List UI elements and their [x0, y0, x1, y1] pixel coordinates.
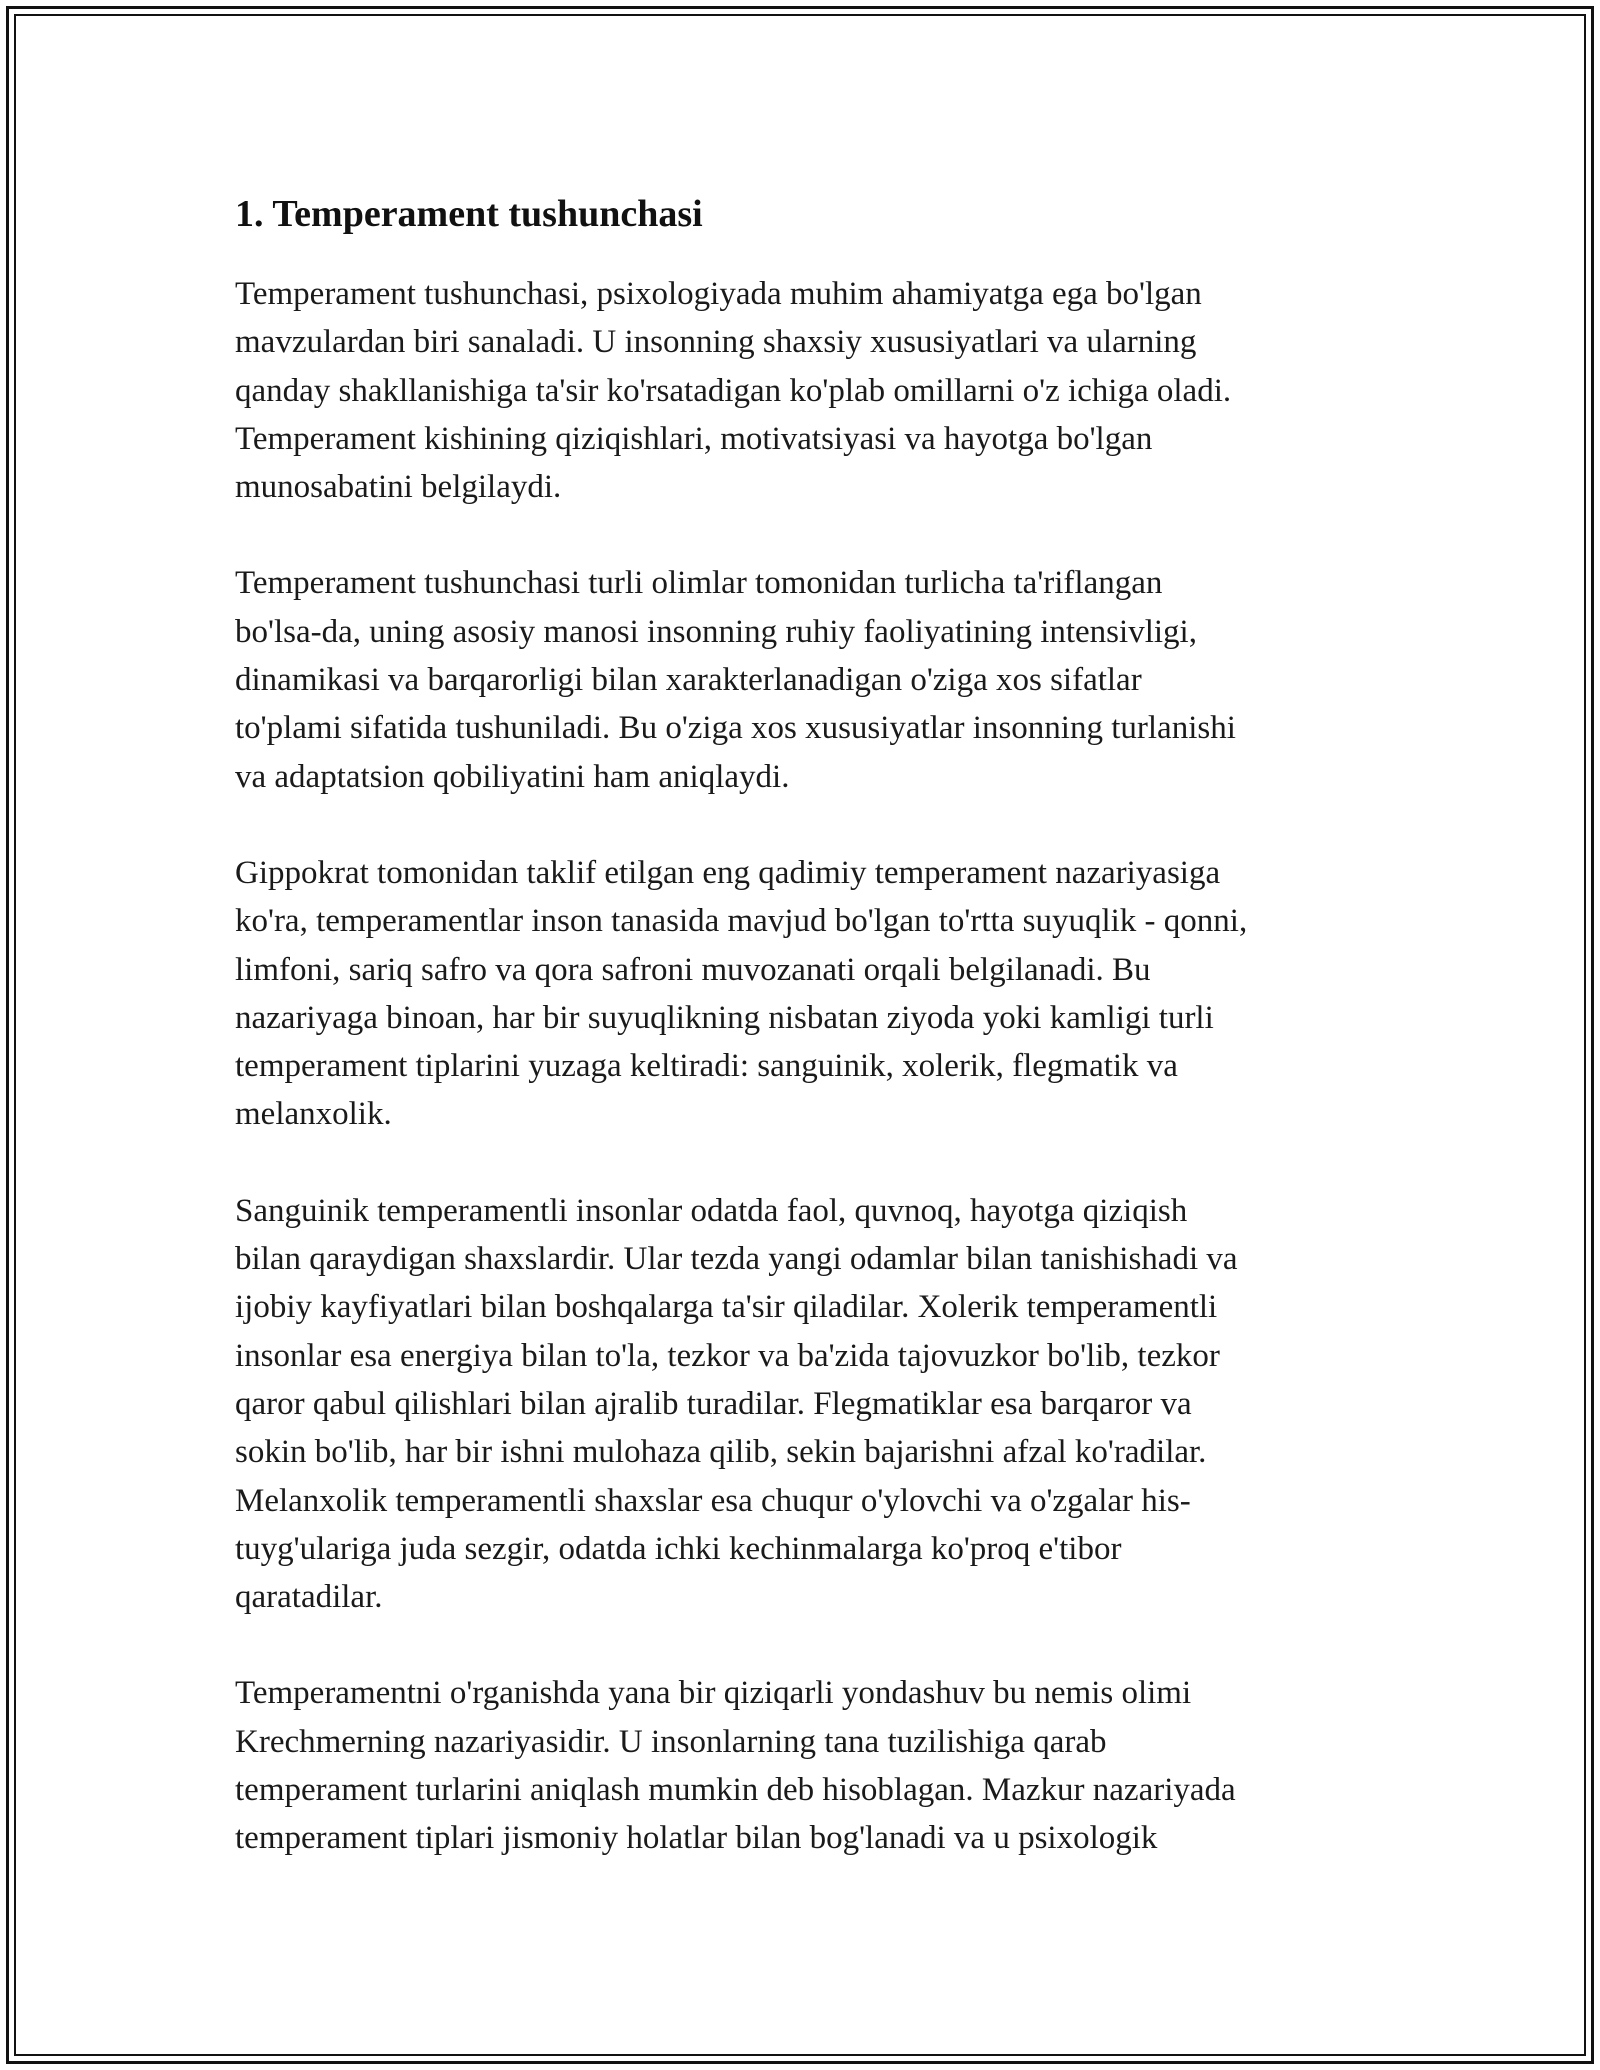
text-line: qaratadilar.	[235, 1579, 383, 1616]
text-line: Temperament tushunchasi turli olimlar tomonidan turlicha ta'riflangan	[235, 565, 1163, 602]
paragraph-4	[235, 1187, 1375, 1622]
text-line: munosabatini belgilaydi.	[235, 469, 562, 506]
paragraph-2	[235, 559, 1375, 800]
section-heading: 1. Temperament tushunchasi	[235, 193, 703, 235]
text-line: melanxolik.	[235, 1096, 392, 1133]
text-line: Krechmerning nazariyasidir. U insonlarning tana tuzilishiga qarab	[235, 1723, 1107, 1760]
text-line: qanday shakllanishiga ta'sir ko'rsatadigan ko'plab omillarni o'z ichiga oladi.	[235, 372, 1232, 409]
paragraph-3	[235, 849, 1375, 1139]
text-line: dinamikasi va barqarorligi bilan xarakterlanadigan o'ziga xos sifatlar	[235, 662, 1142, 699]
text-line: Temperament tushunchasi, psixologiyada muhim ahamiyatga ega bo'lgan	[235, 276, 1202, 312]
text-line: limfoni, sariq safro va qora safroni muvozanati orqali belgilanadi. Bu	[235, 951, 1151, 988]
text-line: Sanguinik temperamentli insonlar odatda faol, quvnoq, hayotga qiziqish	[235, 1192, 1188, 1229]
text-line: bo'lsa-da, uning asosiy manosi insonning ruhiy faoliyatining intensivligi,	[235, 613, 1197, 650]
text-line: temperament tiplarini yuzaga keltiradi: sanguinik, xolerik, flegmatik va	[235, 1048, 1178, 1085]
text-line: tuyg'ulariga juda sezgir, odatda ichki kechinmalarga ko'proq e'tibor	[235, 1530, 1122, 1567]
text-line: Temperamentni o'rganishda yana bir qiziqarli yondashuv bu nemis olimi	[235, 1675, 1192, 1712]
text-line: Gippokrat tomonidan taklif etilgan eng qadimiy temperament nazariyasiga	[235, 854, 1221, 891]
paragraph-5	[235, 1669, 1375, 1862]
text-line: sokin bo'lib, har bir ishni mulohaza qilib, sekin bajarishni afzal ko'radilar.	[235, 1434, 1207, 1471]
text-line: Melanxolik temperamentli shaxslar esa chuqur o'ylovchi va o'zgalar his-	[235, 1482, 1191, 1519]
document-body	[235, 188, 1375, 1911]
text-line: bilan qaraydigan shaxslardir. Ular tezda yangi odamlar bilan tanishishadi va	[235, 1241, 1238, 1278]
text-line: qaror qabul qilishlari bilan ajralib turadilar. Flegmatiklar esa barqaror va	[235, 1385, 1192, 1422]
text-line: ijobiy kayfiyatlari bilan boshqalarga ta'sir qiladilar. Xolerik temperamentli	[235, 1289, 1218, 1326]
text-line: Temperament kishining qiziqishlari, motivatsiyasi va hayotga bo'lgan	[235, 420, 1153, 457]
text-line: temperament tiplari jismoniy holatlar bilan bog'lanadi va u psixologik	[235, 1820, 1158, 1857]
text-line: nazariyaga binoan, har bir suyuqlikning nisbatan ziyoda yoki kamligi turli	[235, 999, 1214, 1036]
text-line: insonlar esa energiya bilan to'la, tezkor va ba'zida tajovuzkor bo'lib, tezkor	[235, 1337, 1220, 1374]
text-line: mavzulardan biri sanaladi. U insonning shaxsiy xususiyatlari va ularning	[235, 324, 1197, 361]
text-line: ko'ra, temperamentlar inson tanasida mavjud bo'lgan to'rtta suyuqlik - qonni,	[235, 903, 1248, 940]
paragraph-1	[235, 270, 1375, 511]
text-line: to'plami sifatida tushuniladi. Bu o'ziga xos xususiyatlar insonning turlanishi	[235, 710, 1236, 747]
text-line: temperament turlarini aniqlash mumkin deb hisoblagan. Mazkur nazariyada	[235, 1772, 1236, 1809]
text-line: va adaptatsion qobiliyatini ham aniqlaydi.	[235, 758, 790, 795]
